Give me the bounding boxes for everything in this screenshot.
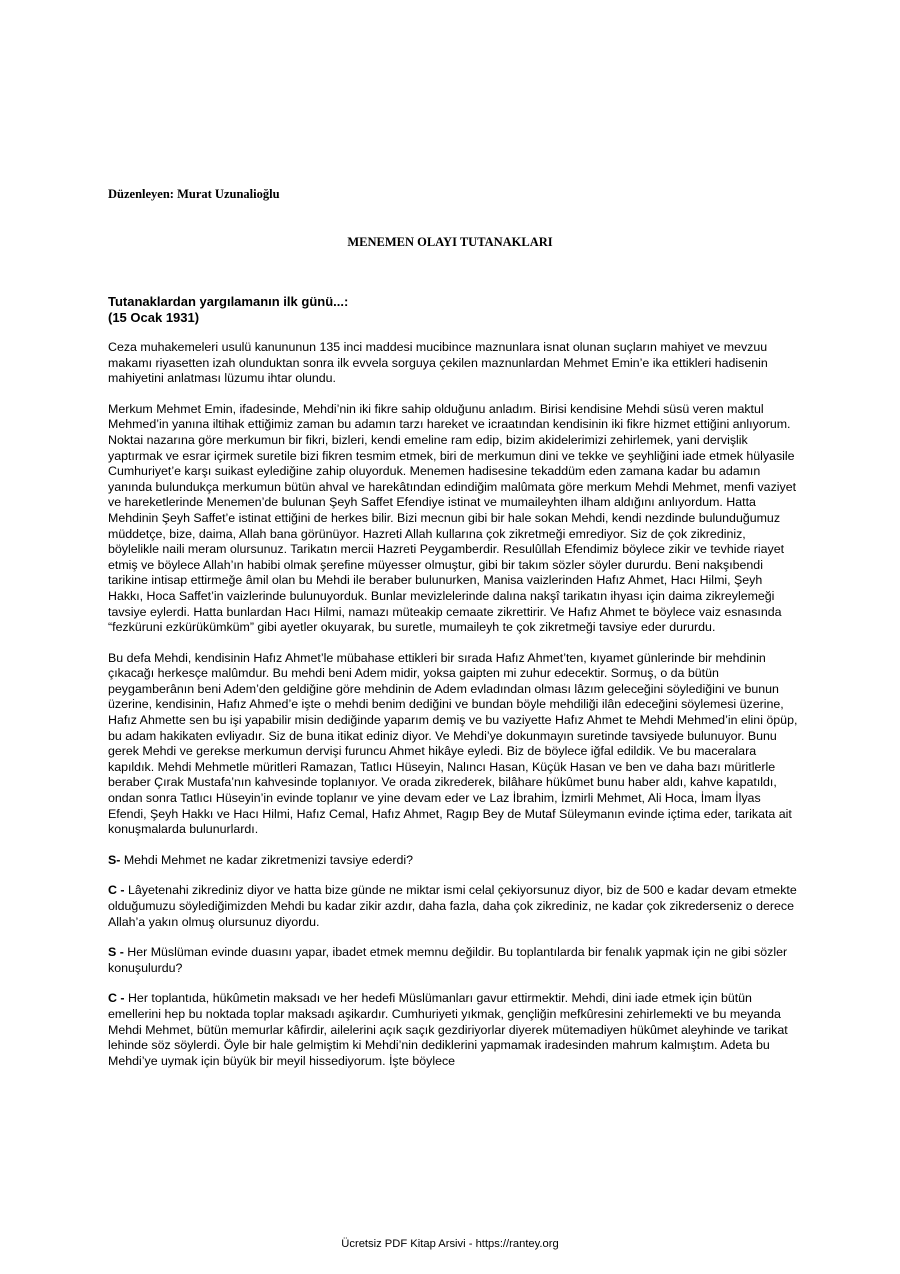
qa-text: Lâyetenahi zikrediniz diyor ve hatta bize günde ne miktar ismi celal çekiyorsunuz diyor, biz de 500 e kadar devam etmekte olduğumuzu söylediğimizden Mehdi bu kadar zikir azdır, daha fazla, daha çok zikrediniz, ne kadar çok zikrederseniz o derece Allah’a yakın olmuş olursunuz diyordu.	[108, 883, 797, 929]
section-heading-line-1: Tutanaklardan yargılamanın ilk günü...:	[108, 294, 349, 309]
page-footer: Ücretsiz PDF Kitap Arsivi - https://rantey.org	[341, 1238, 559, 1250]
paragraph-intro: Ceza muhakemeleri usulü kanununun 135 inci maddesi mucibince maznunlara isnat olunan suçların mahiyet ve mevzuu makamı riyasetten izah olunduktan sonra ilk evvela sorguya çekilen maznunlardan Mehmet Emin’e ika ettikleri hadisenin mahiyetini anlatması lüzumu ihtar olundu.	[108, 340, 768, 386]
qa-question	[108, 945, 798, 976]
section-heading-line-2: (15 Ocak 1931)	[108, 310, 200, 325]
qa-text: Her toplantıda, hükûmetin maksadı ve her hedefi Müslümanları gavur ettirmektir. Mehdi, dini iade etmek için bütün emellerini hep bu noktada toplar maksadı aşikardır. Cumhuriyeti yıkmak, gençliğin mefkûresini zehirlemekti ve bu meyanda Mehdi Mehmet, bütün memurlar kâfirdir, ailelerini açık saçık gezdiriyorlar diyerek mütemadiyen hükûmet aleyhinde ve tarikat lehinde söz söylerdi. Öyle bir hale gelmiştim ki Mehdi’nin dediklerini yapmamak iradesinden mahrum kalmıştım. Adeta bu Mehdi’ye uymak için büyük bir meyil hissediyorum. İşte böylece	[108, 991, 788, 1068]
qa-text: Her Müslüman evinde duasını yapar, ibadet etmek memnu değildir. Bu toplantılarda bir fenalık yapmak için ne gibi sözler konuşulurdu?	[108, 945, 788, 975]
qa-label: C -	[108, 883, 125, 898]
document-title: MENEMEN OLAYI TUTANAKLARI	[347, 235, 553, 249]
qa-label: C -	[108, 991, 125, 1006]
editor-credit: Düzenleyen: Murat Uzunalioğlu	[108, 187, 280, 201]
document-body	[108, 294, 798, 1084]
qa-text: Mehdi Mehmet ne kadar zikretmenizi tavsiye ederdi?	[120, 852, 414, 867]
qa-answer	[108, 883, 798, 930]
qa-answer	[108, 991, 798, 1069]
qa-question	[108, 853, 798, 869]
qa-label: S-	[108, 852, 121, 867]
section-heading	[108, 294, 798, 326]
paragraph-testimony: Merkum Mehmet Emin, ifadesinde, Mehdi’nin iki fikre sahip olduğunu anladım. Birisi kendisine Mehdi süsü veren maktul Mehmed’in yanına iltihak ettiğimiz zaman bu adamın tarzı hareket ve icraatından kendisinin iki fikre hizmet ettiğini anlıyorum. Noktai nazarına göre merkumun bir fikri, bizleri, kendi emeline ram edip, bizim akidelerimizi zehirlemek, yani dervişlik yaptırmak ve esrar içirmek suretile bizi fikren tesmim etmek, biri de merkumun dini ve tekke ve şeyhliğini iade etmek hülyasile Cumhuriyet’e karşı suikast eylediğine zahip oluyorduk. Menemen hadisesine tekaddüm eden zamana kadar bu adamın yanında bulundukça merkumun bütün ahval ve harekâtından edindiğim malûmata göre merkum Mehdi Mehmet, menfi vaziyet ve hareketlerinde Menemen’de bulunan Şeyh Saffet Efendiye istinat ve mumaileyhten ilham aldığını anlıyordum. Hatta Mehdinin Şeyh Saffet’e istinat ettiğini de herkes bilir. Bizi mecnun gibi bir hale sokan Mehdi, kendi nezdinde bulunduğumuz müddetçe, bize, daima, Allah bana görünüyor. Hazreti Allah kullarına çok zikretmeği emrediyor. Siz de çok zikrediniz, böylelikle naili meram olursunuz. Tarikatın mercii Hazreti Peygamberdir. Resulûllah Efendimiz böylece zikir ve tevhide riayet etmiş ve böylece Allah’ın habibi olmak şerefine müyesser olmuştur, gibi bir takım sözler söyler dururdu. Beni nakşıbendi tarikine intisap ettirmeğe âmil olan bu Mehdi ile beraber bulunurken, Manisa vaizlerinden Hafız Ahmet, Hacı Hilmi, Şeyh Hakkı, Hoca Saffet’in vaizlerinde bulunuyorduk. Bunlar mevizlelerinde dalına nakşî tarikatın ihyası için daima zikreylemeği tavsiye eylerdi. Hatta bunlardan Hacı Hilmi, namazı müteakip cemaate zikrettirir. Ve Hafız Ahmet te böylece vaiz esnasında “fezküruni ezkürükümküm” gibi ayetler okuyarak, bu suretle, mumaileyh te çok zikretmeği tavsiye eder dururdu.	[108, 401, 797, 635]
paragraph-mehdi-account: Bu defa Mehdi, kendisinin Hafız Ahmet’le mübahase ettikleri bir sırada Hafız Ahmet’ten, kıyamet günlerinde bir mehdinin çıkacağı herkesçe malûmdur. Bu mehdi beni Adem midir, yoksa gaipten mi zuhur edecektir. Sormuş, o da bütün peygamberânın beni Adem’den geldiğine göre mehdinin de Adem evladından olması lâzım geleceğini söylediğini ve bunun üzerine, kendisinin, Hafız Ahmed’e işte o mehdi benim dediğini ve bundan böyle mehdiliği ilân edeceğini söylemesi üzerine, Hafız Ahmette sen bu işi yapabilir misin dediğinde yaparım demiş ve bu vaziyette Hafız Ahmet te Mehdi Mehmed’in elini öpüp, bu adam hakikaten evliyadır. Siz de buna itikat ediniz diyor. Ve Mehdi’ye dokunmayın suretinde tavsiyede bulunuyor. Bunu gerek Mehdi ve gerekse merkumun dervişi furuncu Ahmet hikâye eyledi. Biz de böylece iğfal edildik. Ve bu maceralara kapıldık. Mehdi Mehmetle müritleri Ramazan, Tatlıcı Hüseyin, Nalıncı Hasan, Küçük Hasan ve ben ve daha bazı müritlerle beraber Çırak Mustafa’nın kahvesinde toplanıyor. Ve orada zikrederek, bilâhare hükûmet bunu haber aldı, kahve kapatıldı, ondan sonra Tatlıcı Hüseyin’in evinde toplanır ve yine devam eder ve Laz İbrahim, İzmirli Mehmet, Ali Hoca, İmam İlyas Efendi, Şeyh Hakkı ve Hacı Hilmi, Hafız Cemal, Hafız Ahmet, Ragıp Bey de Mutaf Süleymanın evinde içtima eder, tarikata ait konuşmalarda bulunurlardı.	[108, 650, 798, 837]
qa-label: S -	[108, 945, 124, 960]
